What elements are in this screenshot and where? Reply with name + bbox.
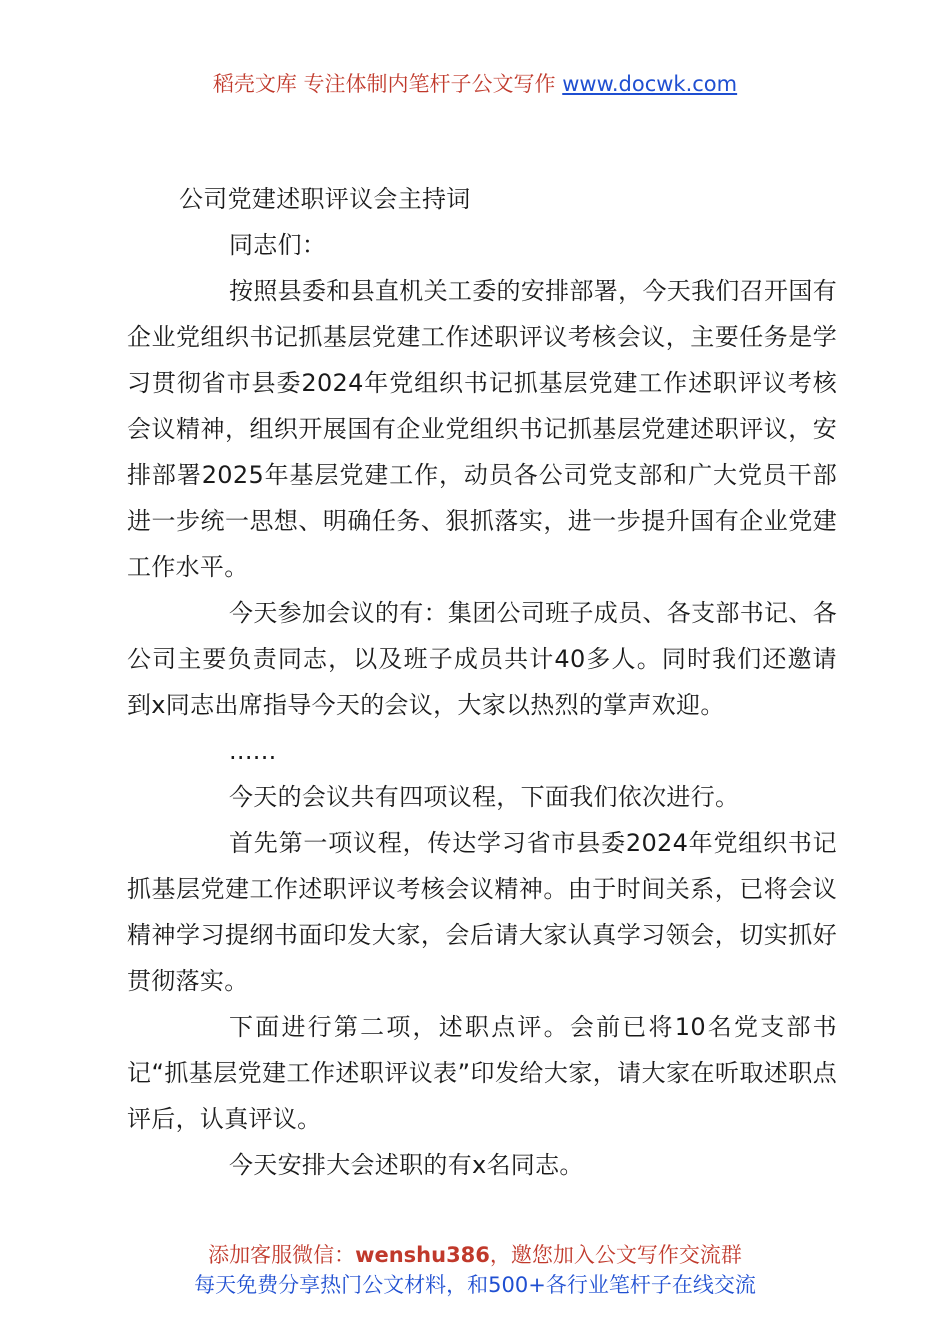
footer-line-1 — [0, 1240, 950, 1270]
footer-line-2: 每天免费分享热门公文材料，和500+各行业笔杆子在线交流 — [194, 1273, 756, 1297]
footer-wechat-id: wenshu386 — [355, 1243, 490, 1267]
paragraph: 下面进行第二项，述职点评。会前已将10名党支部书记“抓基层党建工作述职评议表”印发给大家，请大家在听取述职点评后，认真评议。 — [127, 1013, 837, 1133]
footer-wechat-prefix: 添加客服微信： — [208, 1243, 356, 1267]
ellipsis-paragraph: ...... — [229, 737, 277, 765]
paragraph: 首先第一项议程，传达学习省市县委2024年党组织书记抓基层党建工作述职评议考核会议精神。由于时间关系，已将会议精神学习提纲书面印发大家，会后请大家认真学习领会，切实抓好贯彻落实。 — [127, 829, 837, 995]
paragraph: 今天安排大会述职的有x名同志。 — [229, 1151, 584, 1179]
footer-wechat-suffix: ，邀您加入公文写作交流群 — [489, 1243, 742, 1267]
paragraph: 按照县委和县直机关工委的安排部署，今天我们召开国有企业党组织书记抓基层党建工作述职评议考核会议，主要任务是学习贯彻省市县委2024年党组织书记抓基层党建工作述职评议考核会议精神，组织开展国有企业党组织书记抓基层党建述职评议，安排部署2025年基层党建工作，动员各公司党支部和广大党员干部进一步统一思想、明确任务、狠抓落实，进一步提升国有企业党建工作水平。 — [127, 277, 837, 581]
document-body — [127, 176, 837, 1188]
page-header — [0, 68, 950, 100]
paragraph: 今天的会议共有四项议程，下面我们依次进行。 — [229, 783, 740, 811]
header-url-link[interactable]: www.docwk.com — [562, 72, 738, 96]
salutation: 同志们： — [229, 231, 327, 259]
page-footer — [0, 1240, 950, 1300]
paragraph: 今天参加会议的有：集团公司班子成员、各支部书记、各公司主要负责同志，以及班子成员共计40多人。同时我们还邀请到x同志出席指导今天的会议，大家以热烈的掌声欢迎。 — [127, 599, 837, 719]
document-title: 公司党建述职评议会主持词 — [179, 185, 471, 213]
header-brand: 稻壳文库 专注体制内笔杆子公文写作 — [212, 72, 556, 96]
